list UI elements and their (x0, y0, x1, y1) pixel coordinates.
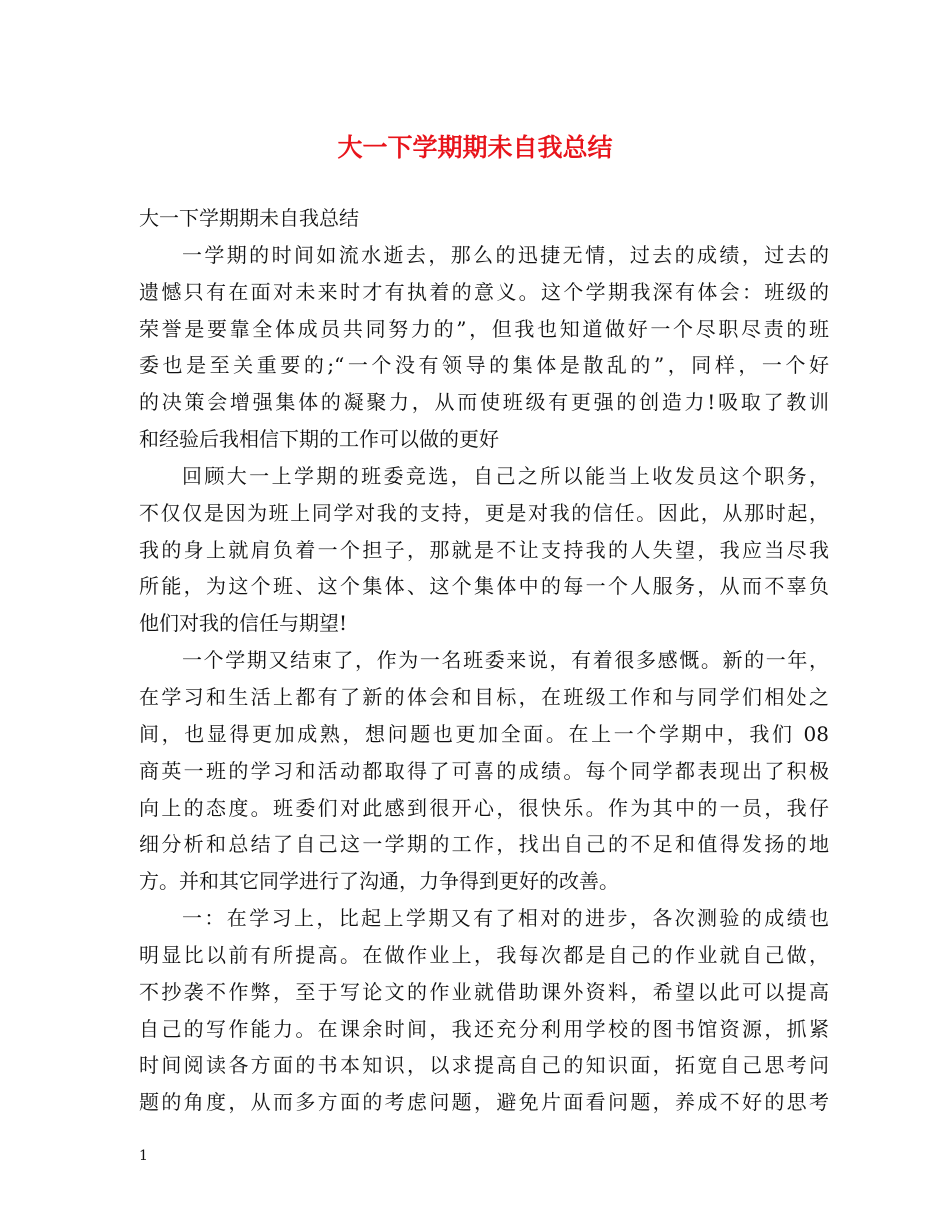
text-line: 大一下学期期未自我总结 (139, 206, 359, 230)
text-line: 一：在学习上，比起上学期又有了相对的进步，各次测验的成绩也 (182, 906, 829, 931)
text-line: 的决策会增强集体的凝聚力，从而使班级有更强的创造力!吸取了教训 (139, 390, 829, 415)
text-line: 明显比以前有所提高。在做作业上，我每次都是自己的作业就自己做， (139, 942, 829, 967)
text-line: 不抄袭不作弊，至于写论文的作业就借助课外资料，希望以此可以提高 (139, 979, 829, 1004)
text-line: 在学习和生活上都有了新的体会和目标，在班级工作和与同学们相处之 (139, 684, 829, 709)
text-line: 他们对我的信任与期望! (139, 611, 348, 636)
text-line: 商英一班的学习和活动都取得了可喜的成绩。每个同学都表现出了积极 (139, 758, 829, 783)
text-line: 不仅仅是因为班上同学对我的支持，更是对我的信任。因此，从那时起， (139, 500, 829, 525)
text-line: 荣誉是要靠全体成员共同努力的”，但我也知道做好一个尽职尽责的班 (139, 316, 829, 341)
text-line: 间，也显得更加成熟，想问题也更加全面。在上一个学期中，我们 08 (139, 721, 829, 746)
document-title: 大一下学期期未自我总结 (337, 133, 613, 162)
text-line: 向上的态度。班委们对此感到很开心，很快乐。作为其中的一员，我仔 (139, 795, 829, 820)
text-line: 时间阅读各方面的书本知识，以求提高自己的知识面，拓宽自己思考问 (139, 1053, 829, 1078)
text-line: 一学期的时间如流水逝去，那么的迅捷无情，过去的成绩，过去的 (182, 242, 829, 267)
text-line: 委也是至关重要的;“一个没有领导的集体是散乱的”，同样，一个好 (139, 353, 829, 378)
text-line: 遗憾只有在面对未来时才有执着的意义。这个学期我深有体会：班级的 (139, 279, 829, 304)
text-line: 回顾大一上学期的班委竞选，自己之所以能当上收发员这个职务， (182, 463, 829, 488)
text-line: 一个学期又结束了，作为一名班委来说，有着很多感慨。新的一年， (182, 648, 829, 673)
text-line: 和经验后我相信下期的工作可以做的更好 (139, 427, 499, 452)
document-body (139, 200, 829, 1121)
text-line: 方。并和其它同学进行了沟通，力争得到更好的改善。 (139, 869, 619, 894)
text-line: 自己的写作能力。在课余时间，我还充分利用学校的图书馆资源，抓紧 (139, 1016, 829, 1041)
page-number: 1 (139, 1148, 148, 1164)
text-line: 细分析和总结了自己这一学期的工作，找出自己的不足和值得发扬的地 (139, 832, 829, 857)
text-line: 所能，为这个班、这个集体、这个集体中的每一个人服务，从而不辜负 (139, 574, 829, 599)
text-line: 题的角度，从而多方面的考虑问题，避免片面看问题，养成不好的思考 (139, 1090, 829, 1115)
text-line: 我的身上就肩负着一个担子，那就是不让支持我的人失望，我应当尽我 (139, 537, 829, 562)
